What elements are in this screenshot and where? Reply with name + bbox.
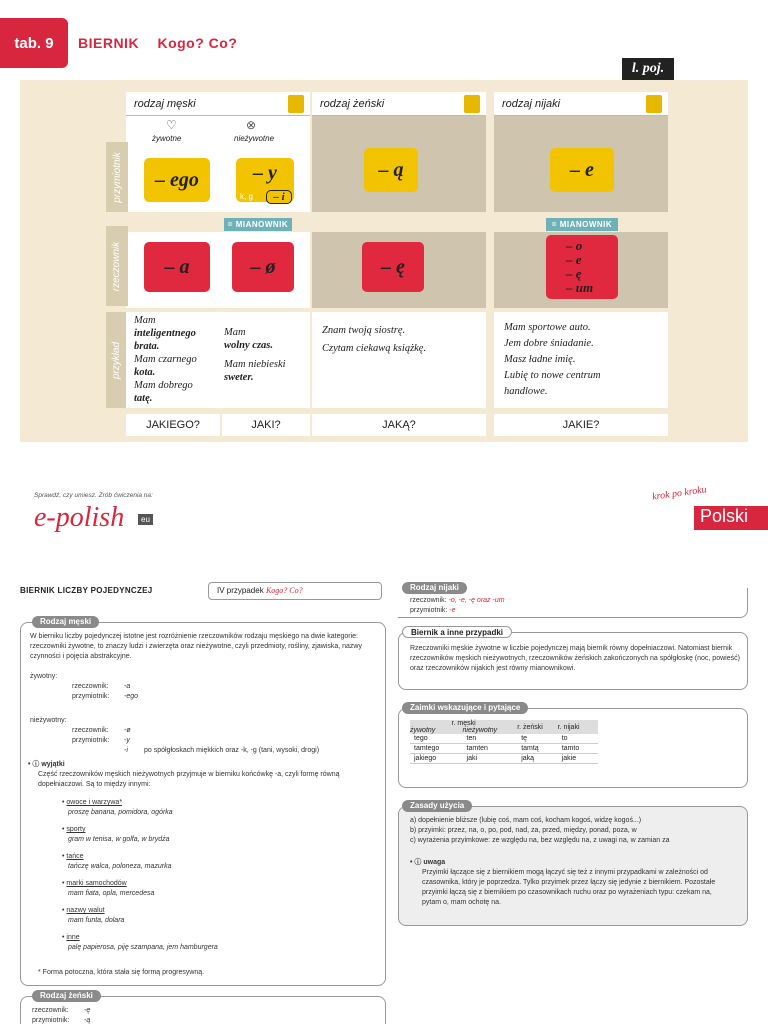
fem-prz: przymiotnik: bbox=[32, 1017, 70, 1024]
epolish-logo[interactable]: e-polish bbox=[34, 502, 125, 533]
ending-noun-m-anim: – a bbox=[144, 242, 210, 292]
exceptions-head: • ⓘ wyjątki bbox=[28, 761, 65, 768]
after-note: po spółgłoskach miękkich oraz -k, -g (tani, wysoki, drogi) bbox=[144, 747, 320, 754]
uwaga-head: • ⓘ uwaga bbox=[410, 859, 446, 866]
question-jakiego: JAKIEGO? bbox=[126, 414, 220, 436]
ending-noun-n: – o – e – ę – um bbox=[546, 235, 618, 299]
mianownik-tag-m: = MIANOWNIK bbox=[224, 218, 292, 231]
section-title: BIERNIK LICZBY POJEDYNCZEJ bbox=[20, 586, 153, 595]
label-animate: żywotne bbox=[152, 134, 182, 143]
female-icon bbox=[464, 95, 480, 113]
grammar-table bbox=[20, 80, 748, 442]
pill-fem: Rodzaj żeński bbox=[32, 990, 101, 1002]
pill-zas: Zasady użycia bbox=[402, 800, 472, 812]
header-masculine: rodzaj męski bbox=[126, 92, 310, 116]
end-ego: -ego bbox=[124, 693, 139, 700]
heart-icon: ♡ bbox=[166, 118, 177, 132]
header-neuter: rodzaj nijaki bbox=[494, 92, 668, 116]
label-zywotny: żywotny: bbox=[30, 673, 58, 680]
exception-item: • sporty gram w tenisa, w golfa, w brydża bbox=[62, 826, 170, 843]
question-jaki: JAKI? bbox=[222, 414, 310, 436]
end-y: -y bbox=[124, 737, 130, 744]
example-masc-inanim: Mam wolny czas. Mam niebieski sweter. bbox=[224, 327, 286, 383]
label-prz1: przymiotnik: bbox=[72, 693, 110, 700]
fem-e: -ę bbox=[84, 1007, 91, 1014]
neut-rz: rzeczownik: -o, -e, -ę oraz -um bbox=[410, 597, 505, 604]
pill-zaim: Zaimki wskazujące i pytające bbox=[402, 702, 528, 714]
ending-noun-m-inanim: – ø bbox=[232, 242, 294, 292]
epolish-eu: eu bbox=[138, 514, 153, 525]
footnote: * Forma potoczna, która stała się formą progresywną. bbox=[38, 969, 205, 976]
pronoun-table: r. męski r. żeński r. nijaki żywotny nieżywotny tego ten tę to tamtego tamten tamtą tamto jakiego jaki jaką jakie bbox=[410, 720, 598, 764]
bier-text: Rzeczowniki męskie żywotne w liczbie pojedynczej mają biernik równy dopełniaczowi. Natomiast biernik rzeczowników męskich nieżywotnych, rzeczowników żeńskich zakończonych na spółgłoskę (noc, powieść) oraz rzeczowników nijakich jest równy mianownikowi. bbox=[410, 645, 740, 672]
example-neut: Mam sportowe auto. Jem dobre śniadanie. Masz ładne imię. Lubię to nowe centrum handlowe. bbox=[504, 322, 601, 397]
label-rz2: rzeczownik: bbox=[72, 727, 109, 734]
end-zero: -ø bbox=[124, 727, 131, 734]
exception-item: • marki samochodów mam fiata, opla, mercedesa bbox=[62, 880, 155, 897]
case-name: BIERNIK bbox=[78, 35, 140, 51]
neut-prz: przymiotnik: -e bbox=[410, 607, 456, 614]
pill-masc: Rodzaj męski bbox=[32, 616, 99, 628]
exception-item: • nazwy walut mam funta, dolara bbox=[62, 907, 125, 924]
case-box: IV przypadek Kogo? Co? bbox=[208, 582, 382, 600]
brand-polski: Polski bbox=[694, 506, 768, 530]
brand-krok: krok po kroku bbox=[651, 484, 708, 503]
question-jakie: JAKIE? bbox=[494, 414, 668, 436]
exception-item: • tańce tańczę walca, poloneza, mazurka bbox=[62, 853, 172, 870]
uwaga-text: Przyimki łączące się z biernikiem mogą łączyć się też z innymi przypadkami w zależności od czasownika, który je poprzedza. Tylko przyimek przez łączy się jedynie z biernikiem. Pozostałe przyimki łączą się z biernikiem po czasownikach ruchu oraz po wyrażeniach typu: czekam na, pytam o, mam ochotę na. bbox=[422, 869, 716, 906]
row-label-adjective: przymiotnik bbox=[106, 142, 128, 212]
ending-adj-m-anim: – ego bbox=[144, 158, 210, 202]
label-inanimate: nieżywotne bbox=[234, 134, 275, 143]
header-feminine: rodzaj żeński bbox=[312, 92, 486, 116]
label-niezywotny: nieżywotny: bbox=[30, 717, 67, 724]
ending-adj-f: – ą bbox=[364, 148, 418, 192]
row-label-noun: rzeczownik bbox=[106, 226, 128, 306]
tab-badge: tab. 9 bbox=[0, 18, 68, 68]
exception-item: • inne palę papierosa, piję szampana, jem hamburgera bbox=[62, 934, 218, 951]
exceptions-text: Część rzeczowników męskich nieżywotnych przyjmuje w bierniku końcówkę -a, czyli formę równą dopełniaczowi. Są to między innymi: bbox=[38, 771, 340, 788]
mianownik-tag-n: = MIANOWNIK bbox=[546, 218, 618, 231]
masc-text: W bierniku liczby pojedynczej istotne jest rozróżnienie rzeczowników rodzaju męskiego na dwie kategorie: rzeczowniki żywotne, to znaczy ludzi i zwierzęta oraz nieżywotne, czyli przedmioty, rośliny, zjawiska, nazwy czynności i pojęcia abstrakcyjne. bbox=[30, 633, 362, 660]
number-badge: l. poj. bbox=[622, 58, 674, 80]
label-rz1: rzeczownik: bbox=[72, 683, 109, 690]
question-jaka: JAKĄ? bbox=[312, 414, 486, 436]
example-fem: Znam twoją siostrę. Czytam ciekawą książkę. bbox=[322, 325, 427, 354]
ending-noun-f: – ę bbox=[362, 242, 424, 292]
exception-item: • owoce i warzywa* proszę banana, pomidora, ogórka bbox=[62, 799, 173, 816]
case-question: Kogo? Co? bbox=[157, 35, 238, 51]
crossed-heart-icon: ⊗ bbox=[246, 118, 257, 132]
label-prz2: przymiotnik: bbox=[72, 737, 110, 744]
kg-note: k, g bbox=[240, 192, 253, 201]
promo-text: Sprawdź, czy umiesz. Zrób ćwiczenia na: bbox=[34, 492, 153, 499]
fem-rz: rzeczownik: bbox=[32, 1007, 69, 1014]
example-masc-anim: Mam inteligentnego brata. Mam czarnego kota. Mam dobrego tatę. bbox=[134, 315, 197, 404]
male-icon bbox=[288, 95, 304, 113]
pill-neut: Rodzaj nijaki bbox=[402, 582, 467, 594]
row-label-example: przykład bbox=[106, 312, 128, 408]
page-title bbox=[78, 35, 237, 51]
end-a: -a bbox=[124, 683, 131, 690]
zas-list: a) dopełnienie bliższe (lubię coś, mam coś, kocham kogoś, widzę kogoś...) b) przyimki: przez, na, o, po, pod, nad, za, przed, między, ponad, poza, w c) wyrażenia przyimkowe: ze względu na, bez względu na, z uwagi na, w zamian za bbox=[410, 817, 670, 844]
ending-adj-n: – e bbox=[550, 148, 614, 192]
fem-a: -ą bbox=[84, 1017, 91, 1024]
ending-adj-m-inanim: – y bbox=[236, 158, 294, 202]
baby-icon bbox=[646, 95, 662, 113]
ending-adj-m-inanim-soft: – i bbox=[266, 190, 292, 204]
end-i: -i bbox=[124, 747, 128, 754]
pill-bier: Biernik a inne przypadki bbox=[402, 626, 512, 638]
